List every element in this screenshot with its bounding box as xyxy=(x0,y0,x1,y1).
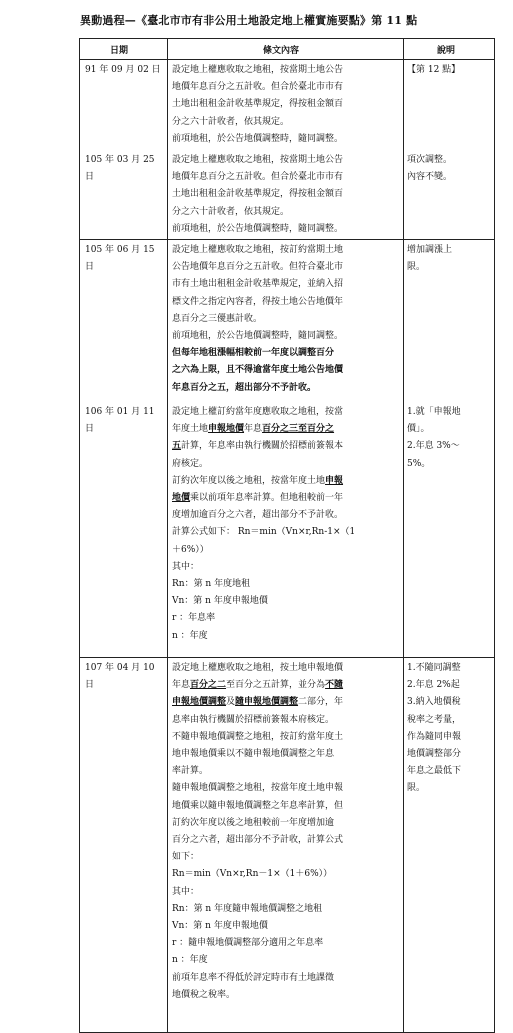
text-line: r ：年息率 xyxy=(172,613,216,624)
amendment-table xyxy=(79,38,495,1033)
text-line: 2.年息 3%～ xyxy=(407,441,460,452)
text-line: 項次調整。 xyxy=(407,155,453,165)
text-line: 息百分之三優惠計收。 xyxy=(172,313,263,324)
text-line: r ：隨申報地價調整部分適用之年息率 xyxy=(172,938,324,949)
text-line: 設定地上權應收取之地租，按土地申報地價 xyxy=(172,663,344,673)
text-line: 如下： xyxy=(172,852,200,863)
date-cell xyxy=(85,660,165,694)
column-divider xyxy=(403,39,404,59)
text-line: 地價稅之稅率。 xyxy=(172,989,236,1000)
text-line: 稅率之考量， xyxy=(407,714,462,725)
text-line: 2.年息 2%起 xyxy=(407,680,460,691)
content-cell xyxy=(172,152,405,238)
text-line: 年息百分之二至百分之五計算，並分為不隨 xyxy=(172,680,344,691)
note-cell xyxy=(407,62,491,79)
text-line: n ：年度 xyxy=(172,630,208,641)
text-line: 1.不隨同調整 xyxy=(407,663,461,673)
header-note: 說明 xyxy=(437,46,456,56)
header-content: 條文內容 xyxy=(263,46,300,56)
text-line: 前項地租，於公告地價調整時，隨同調整。 xyxy=(172,331,344,342)
column-divider xyxy=(167,39,168,59)
table-row-group-1 xyxy=(80,60,494,240)
text-line: 但每年地租漲幅相較前一年度以調整百分 xyxy=(172,348,335,359)
text-line: 息率由執行機關於招標前簽報本府核定。 xyxy=(172,714,335,725)
text-line: ＋6%）） xyxy=(172,544,209,555)
text-line: 106 年 01 月 11 xyxy=(85,407,155,417)
content-cell xyxy=(172,62,405,148)
text-line: Rn：第 n 年度地租 xyxy=(172,579,251,590)
text-line: 價」。 xyxy=(407,424,430,435)
text-line: 105 年 06 月 15 xyxy=(85,245,155,255)
text-line: 年度土地申報地價年息百分之三至百分之 xyxy=(172,424,335,435)
date-cell xyxy=(85,242,165,276)
text-line: 設定地上權訂約當年度應收取之地租，按當 xyxy=(172,407,344,417)
text-line: 率計算。 xyxy=(172,766,209,777)
text-line: 限。 xyxy=(407,783,426,794)
text-line: 地價乘以隨申報地價調整之年息率計算，但 xyxy=(172,800,344,811)
text-line: 105 年 03 月 25 xyxy=(85,155,155,165)
text-line: 限。 xyxy=(407,262,426,273)
text-line: 【第 12 點】 xyxy=(407,65,461,75)
text-line: 市有土地出租租金計收基準規定，並納入招 xyxy=(172,279,344,290)
text-line: 地申報地價乘以不隨申報地價調整之年息 xyxy=(172,749,335,760)
date-cell xyxy=(85,404,165,438)
text-line: 其中： xyxy=(172,561,200,572)
text-line: 計算公式如下： Rn＝min（Vn×r,Rn-1×（1 xyxy=(172,527,356,538)
text-line: 分之六十計收者，依其規定。 xyxy=(172,206,290,217)
text-line: 作為隨同申報 xyxy=(407,731,462,742)
text-line: 其中： xyxy=(172,886,200,897)
text-line: 地價調整部分 xyxy=(407,749,462,760)
date-cell xyxy=(85,152,165,186)
text-line: n ：年度 xyxy=(172,955,208,966)
text-line: 前項地租，於公告地價調整時，隨同調整。 xyxy=(172,133,344,144)
text-line: 不隨申報地價調整之地租，按訂約當年度土 xyxy=(172,731,344,742)
note-cell xyxy=(407,404,491,473)
text-line: 年息百分之五，超出部分不予計收。 xyxy=(172,382,317,393)
text-line: 申報地價調整及隨申報地價調整二部分，年 xyxy=(172,697,344,708)
text-line: 府核定。 xyxy=(172,458,209,469)
text-line: 增加調漲上 xyxy=(407,245,453,255)
text-line: Vn：第 n 年度申報地價 xyxy=(172,596,268,607)
text-line: 前項地租，於公告地價調整時，隨同調整。 xyxy=(172,223,344,234)
text-line: 地價乘以前項年息率計算。但地租較前一年 xyxy=(172,493,344,504)
table-row-group-3 xyxy=(80,658,494,1033)
text-line: 設定地上權應收取之地租，按訂約當期土地 xyxy=(172,245,344,255)
text-line: Rn＝min（Vn×r,Rn－1×（1＋6%）） xyxy=(172,869,333,880)
text-line: 內容不變。 xyxy=(407,172,453,183)
text-line: 日 xyxy=(85,262,95,273)
text-line: 日 xyxy=(85,680,95,691)
text-line: 隨申報地價調整之地租，按當年度土地申報 xyxy=(172,783,344,794)
text-line: 日 xyxy=(85,424,95,435)
table-row-group-2 xyxy=(80,240,494,658)
text-line: 標文件之指定內容者，得按土地公告地價年 xyxy=(172,296,344,307)
content-cell xyxy=(172,242,405,397)
date-cell xyxy=(85,62,165,79)
table-header xyxy=(80,39,494,60)
text-line: 地價年息百分之五計收。但合於臺北市市有 xyxy=(172,82,344,93)
note-cell xyxy=(407,242,491,276)
note-cell xyxy=(407,660,491,798)
text-line: Rn：第 n 年度隨申報地價調整之地租 xyxy=(172,903,323,914)
note-cell xyxy=(407,152,491,186)
text-line: 地價年息百分之五計收。但合於臺北市市有 xyxy=(172,172,344,183)
text-line: 度增加逾百分之六者，超出部分不予計收。 xyxy=(172,510,344,521)
text-line: Vn：第 n 年度申報地價 xyxy=(172,921,268,932)
text-line: 之六為上限，且不得逾當年度土地公告地價 xyxy=(172,365,344,376)
column-divider xyxy=(167,60,168,239)
text-line: 107 年 04 月 10 xyxy=(85,663,155,673)
column-divider xyxy=(167,658,168,1032)
content-cell xyxy=(172,660,405,1004)
text-line: 分之六十計收者，依其規定。 xyxy=(172,116,290,127)
text-line: 訂約次年度以後之地租較前一年度增加逾 xyxy=(172,817,335,828)
text-line: 百分之六者，超出部分不予計收，計算公式 xyxy=(172,835,344,846)
text-line: 設定地上權應收取之地租，按當期土地公告 xyxy=(172,65,344,75)
text-line: 日 xyxy=(85,172,95,183)
column-divider xyxy=(167,240,168,657)
text-line: 5%。 xyxy=(407,458,431,469)
text-line: 設定地上權應收取之地租，按當期土地公告 xyxy=(172,155,344,165)
text-line: 土地出租租金計收基準規定，得按租金額百 xyxy=(172,189,344,200)
text-line: 前項年息率不得低於評定時市有土地課徵 xyxy=(172,972,335,983)
text-line: 五計算，年息率由執行機關於招標前簽報本 xyxy=(172,441,344,452)
page-title: 異動過程—《臺北市市有非公用土地設定地上權實施要點》第 11 點 xyxy=(80,14,418,27)
text-line: 公告地價年息百分之五計收。但符合臺北市 xyxy=(172,262,344,273)
text-line: 土地出租租金計收基準規定，得按租金額百 xyxy=(172,99,344,110)
content-cell xyxy=(172,404,405,645)
text-line: 3.納入地價稅 xyxy=(407,697,461,708)
header-date: 日期 xyxy=(110,46,129,56)
text-line: 91 年 09 月 02 日 xyxy=(85,65,161,75)
text-line: 訂約次年度以後之地租，按當年度土地申報 xyxy=(172,475,344,486)
text-line: 年息之最低下 xyxy=(407,766,462,777)
text-line: 1.就「申報地 xyxy=(407,407,461,417)
